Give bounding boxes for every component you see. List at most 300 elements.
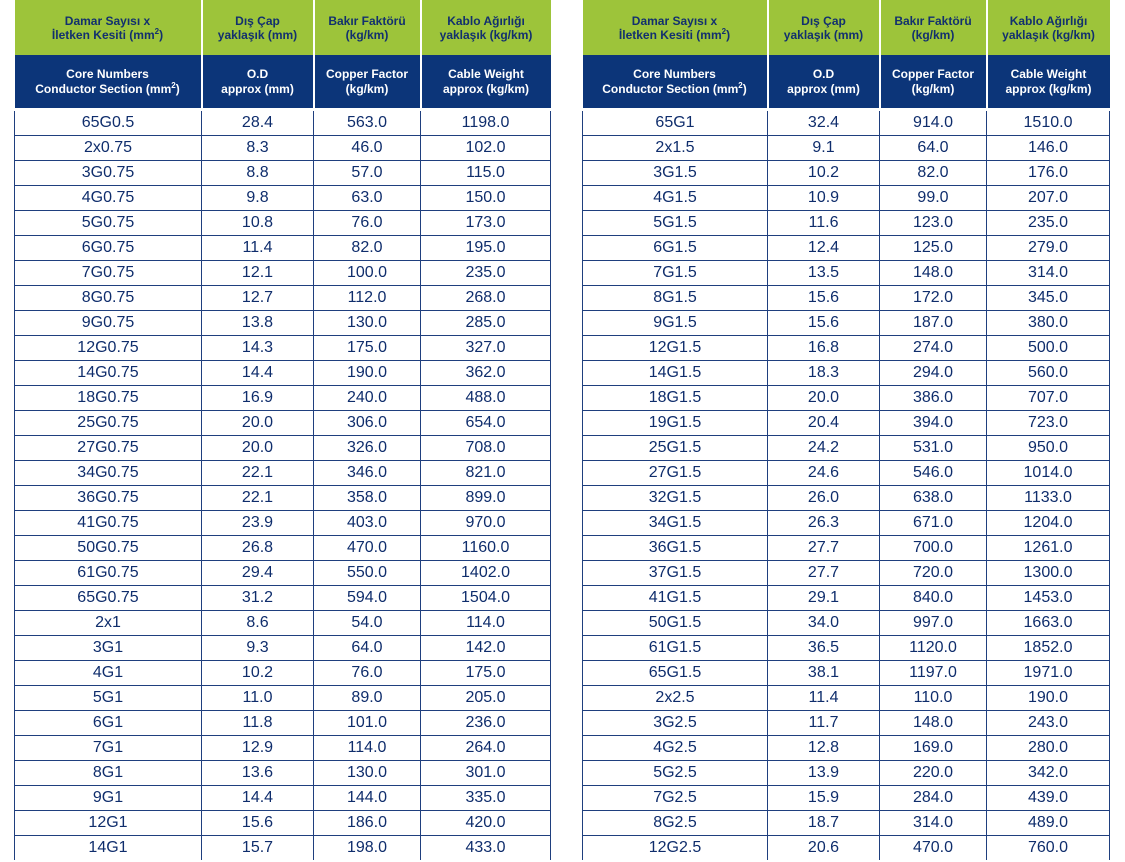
cell-od: 31.2 (202, 586, 314, 611)
cell-core-section: 9G0.75 (15, 311, 202, 336)
cell-cable-weight: 146.0 (987, 136, 1110, 161)
cell-cable-weight: 114.0 (421, 611, 551, 636)
cell-core-section: 3G0.75 (15, 161, 202, 186)
cell-core-section: 61G1.5 (583, 636, 768, 661)
cell-copper-factor: 274.0 (880, 336, 987, 361)
cell-cable-weight: 142.0 (421, 636, 551, 661)
cell-core-section: 3G1 (15, 636, 202, 661)
cell-core-section: 7G1 (15, 736, 202, 761)
table-row (15, 636, 551, 661)
table-row (583, 411, 1110, 436)
cell-core-section: 7G2.5 (583, 786, 768, 811)
cell-core-section: 5G1.5 (583, 211, 768, 236)
cell-od: 20.0 (202, 436, 314, 461)
cell-copper-factor: 563.0 (314, 110, 421, 136)
table-row (583, 161, 1110, 186)
table-row (583, 486, 1110, 511)
header-od-tr: Dış Çap yaklaşık (mm) (768, 0, 880, 55)
cell-cable-weight: 176.0 (987, 161, 1110, 186)
cell-cable-weight: 654.0 (421, 411, 551, 436)
table-row (15, 211, 551, 236)
cell-od: 10.8 (202, 211, 314, 236)
cell-od: 13.8 (202, 311, 314, 336)
cell-cable-weight: 1133.0 (987, 486, 1110, 511)
cell-cable-weight: 760.0 (987, 836, 1110, 861)
cell-cable-weight: 899.0 (421, 486, 551, 511)
table-row (583, 686, 1110, 711)
cell-core-section: 18G0.75 (15, 386, 202, 411)
cell-od: 9.1 (768, 136, 880, 161)
table-row (583, 561, 1110, 586)
cell-copper-factor: 144.0 (314, 786, 421, 811)
cell-copper-factor: 394.0 (880, 411, 987, 436)
cell-cable-weight: 950.0 (987, 436, 1110, 461)
cell-cable-weight: 301.0 (421, 761, 551, 786)
cell-copper-factor: 89.0 (314, 686, 421, 711)
header-row-turkish (15, 0, 551, 55)
header-weight-en: Cable Weight approx (kg/km) (987, 55, 1110, 110)
cell-copper-factor: 1120.0 (880, 636, 987, 661)
cable-table-left (14, 0, 551, 860)
cell-copper-factor: 470.0 (880, 836, 987, 861)
cell-cable-weight: 279.0 (987, 236, 1110, 261)
cell-od: 9.3 (202, 636, 314, 661)
table-row (583, 711, 1110, 736)
cell-core-section: 4G1.5 (583, 186, 768, 211)
header-row-english (15, 55, 551, 110)
cell-core-section: 2x1 (15, 611, 202, 636)
cell-core-section: 2x2.5 (583, 686, 768, 711)
cell-od: 22.1 (202, 486, 314, 511)
cell-core-section: 19G1.5 (583, 411, 768, 436)
cell-od: 27.7 (768, 561, 880, 586)
cell-core-section: 5G1 (15, 686, 202, 711)
cell-od: 12.7 (202, 286, 314, 311)
table-row (583, 361, 1110, 386)
table-row (583, 786, 1110, 811)
cell-core-section: 5G0.75 (15, 211, 202, 236)
table-row (15, 436, 551, 461)
cell-od: 16.9 (202, 386, 314, 411)
cell-cable-weight: 1300.0 (987, 561, 1110, 586)
table-row (583, 836, 1110, 861)
table-row (583, 736, 1110, 761)
cell-od: 8.8 (202, 161, 314, 186)
cell-od: 20.6 (768, 836, 880, 861)
cell-copper-factor: 284.0 (880, 786, 987, 811)
cell-od: 14.4 (202, 786, 314, 811)
table-row (583, 511, 1110, 536)
table-row (583, 586, 1110, 611)
cell-copper-factor: 82.0 (880, 161, 987, 186)
cell-cable-weight: 707.0 (987, 386, 1110, 411)
cell-core-section: 6G1 (15, 711, 202, 736)
table-row (583, 761, 1110, 786)
cell-od: 24.6 (768, 461, 880, 486)
cell-core-section: 65G1.5 (583, 661, 768, 686)
table-row (15, 361, 551, 386)
cell-copper-factor: 123.0 (880, 211, 987, 236)
cell-od: 13.9 (768, 761, 880, 786)
cell-copper-factor: 840.0 (880, 586, 987, 611)
header-copper-tr: Bakır Faktörü (kg/km) (314, 0, 421, 55)
table-row (583, 236, 1110, 261)
cell-copper-factor: 76.0 (314, 661, 421, 686)
cell-copper-factor: 54.0 (314, 611, 421, 636)
cell-od: 14.3 (202, 336, 314, 361)
table-row (15, 586, 551, 611)
cell-cable-weight: 335.0 (421, 786, 551, 811)
header-weight-en: Cable Weight approx (kg/km) (421, 55, 551, 110)
table-row (15, 836, 551, 861)
cell-core-section: 12G1.5 (583, 336, 768, 361)
cell-cable-weight: 102.0 (421, 136, 551, 161)
cell-cable-weight: 314.0 (987, 261, 1110, 286)
cell-core-section: 8G0.75 (15, 286, 202, 311)
table-row (15, 236, 551, 261)
cell-core-section: 4G0.75 (15, 186, 202, 211)
cell-core-section: 14G1 (15, 836, 202, 861)
cell-cable-weight: 1663.0 (987, 611, 1110, 636)
cell-copper-factor: 130.0 (314, 311, 421, 336)
cell-cable-weight: 173.0 (421, 211, 551, 236)
cell-copper-factor: 64.0 (880, 136, 987, 161)
cell-cable-weight: 285.0 (421, 311, 551, 336)
cell-core-section: 25G1.5 (583, 436, 768, 461)
cell-cable-weight: 489.0 (987, 811, 1110, 836)
cell-od: 13.5 (768, 261, 880, 286)
table-row (15, 686, 551, 711)
cell-cable-weight: 205.0 (421, 686, 551, 711)
cell-core-section: 41G1.5 (583, 586, 768, 611)
cell-od: 15.9 (768, 786, 880, 811)
cell-od: 10.2 (202, 661, 314, 686)
cell-copper-factor: 110.0 (880, 686, 987, 711)
cell-core-section: 8G1 (15, 761, 202, 786)
table-row (583, 286, 1110, 311)
cell-od: 10.9 (768, 186, 880, 211)
cell-copper-factor: 63.0 (314, 186, 421, 211)
cell-core-section: 61G0.75 (15, 561, 202, 586)
cell-copper-factor: 550.0 (314, 561, 421, 586)
cell-cable-weight: 1504.0 (421, 586, 551, 611)
cell-core-section: 50G1.5 (583, 611, 768, 636)
cell-cable-weight: 1014.0 (987, 461, 1110, 486)
cell-od: 27.7 (768, 536, 880, 561)
cell-cable-weight: 264.0 (421, 736, 551, 761)
cell-cable-weight: 327.0 (421, 336, 551, 361)
cell-copper-factor: 386.0 (880, 386, 987, 411)
cell-od: 18.3 (768, 361, 880, 386)
cell-od: 11.6 (768, 211, 880, 236)
cell-core-section: 3G2.5 (583, 711, 768, 736)
cell-core-section: 34G0.75 (15, 461, 202, 486)
cell-copper-factor: 326.0 (314, 436, 421, 461)
header-row-english (583, 55, 1110, 110)
cell-od: 26.8 (202, 536, 314, 561)
table-row (583, 110, 1110, 136)
cell-cable-weight: 236.0 (421, 711, 551, 736)
cell-copper-factor: 720.0 (880, 561, 987, 586)
table-row (15, 761, 551, 786)
table-row (583, 661, 1110, 686)
cell-od: 22.1 (202, 461, 314, 486)
cell-copper-factor: 914.0 (880, 110, 987, 136)
cell-od: 14.4 (202, 361, 314, 386)
cell-copper-factor: 186.0 (314, 811, 421, 836)
cell-od: 11.7 (768, 711, 880, 736)
table-row (583, 436, 1110, 461)
table-row (583, 336, 1110, 361)
cell-od: 24.2 (768, 436, 880, 461)
cell-od: 36.5 (768, 636, 880, 661)
cell-copper-factor: 175.0 (314, 336, 421, 361)
cell-od: 34.0 (768, 611, 880, 636)
cell-core-section: 9G1 (15, 786, 202, 811)
cell-copper-factor: 100.0 (314, 261, 421, 286)
cell-core-section: 9G1.5 (583, 311, 768, 336)
cell-cable-weight: 420.0 (421, 811, 551, 836)
cell-copper-factor: 470.0 (314, 536, 421, 561)
table-row (15, 186, 551, 211)
cell-copper-factor: 638.0 (880, 486, 987, 511)
cell-core-section: 41G0.75 (15, 511, 202, 536)
table-row (15, 461, 551, 486)
cell-od: 26.0 (768, 486, 880, 511)
cell-core-section: 8G2.5 (583, 811, 768, 836)
cell-core-section: 18G1.5 (583, 386, 768, 411)
table-row (15, 736, 551, 761)
cell-core-section: 2x1.5 (583, 136, 768, 161)
table-row (15, 661, 551, 686)
table-row (15, 511, 551, 536)
table-row (15, 261, 551, 286)
cell-cable-weight: 488.0 (421, 386, 551, 411)
table-row (583, 811, 1110, 836)
cell-cable-weight: 150.0 (421, 186, 551, 211)
cell-cable-weight: 207.0 (987, 186, 1110, 211)
cell-cable-weight: 500.0 (987, 336, 1110, 361)
cell-cable-weight: 190.0 (987, 686, 1110, 711)
cell-od: 16.8 (768, 336, 880, 361)
cell-cable-weight: 380.0 (987, 311, 1110, 336)
cell-od: 29.4 (202, 561, 314, 586)
cell-cable-weight: 235.0 (987, 211, 1110, 236)
cell-od: 15.6 (202, 811, 314, 836)
table-row (15, 411, 551, 436)
cell-cable-weight: 235.0 (421, 261, 551, 286)
cell-od: 12.9 (202, 736, 314, 761)
cell-cable-weight: 1852.0 (987, 636, 1110, 661)
cell-core-section: 27G1.5 (583, 461, 768, 486)
header-od-en: O.D approx (mm) (768, 55, 880, 110)
cell-copper-factor: 125.0 (880, 236, 987, 261)
table-row (583, 186, 1110, 211)
cell-od: 32.4 (768, 110, 880, 136)
cell-od: 26.3 (768, 511, 880, 536)
table-row (583, 611, 1110, 636)
cell-core-section: 8G1.5 (583, 286, 768, 311)
cell-cable-weight: 195.0 (421, 236, 551, 261)
table-row (583, 136, 1110, 161)
cell-copper-factor: 148.0 (880, 261, 987, 286)
cell-cable-weight: 1971.0 (987, 661, 1110, 686)
cell-copper-factor: 76.0 (314, 211, 421, 236)
cell-copper-factor: 148.0 (880, 711, 987, 736)
cell-core-section: 37G1.5 (583, 561, 768, 586)
table-row (583, 311, 1110, 336)
table-row (15, 161, 551, 186)
cell-cable-weight: 821.0 (421, 461, 551, 486)
header-weight-tr: Kablo Ağırlığı yaklaşık (kg/km) (987, 0, 1110, 55)
cell-cable-weight: 708.0 (421, 436, 551, 461)
table-row (15, 786, 551, 811)
table-row (15, 386, 551, 411)
cell-od: 38.1 (768, 661, 880, 686)
cell-od: 11.8 (202, 711, 314, 736)
cell-od: 20.4 (768, 411, 880, 436)
cell-core-section: 50G0.75 (15, 536, 202, 561)
cell-copper-factor: 169.0 (880, 736, 987, 761)
table-row (15, 711, 551, 736)
table-row (583, 636, 1110, 661)
cell-core-section: 6G1.5 (583, 236, 768, 261)
cell-od: 11.4 (202, 236, 314, 261)
table-row (583, 536, 1110, 561)
cell-od: 15.7 (202, 836, 314, 861)
table-row (583, 211, 1110, 236)
cell-copper-factor: 198.0 (314, 836, 421, 861)
cell-core-section: 3G1.5 (583, 161, 768, 186)
cell-core-section: 6G0.75 (15, 236, 202, 261)
cell-od: 20.0 (202, 411, 314, 436)
cell-core-section: 14G0.75 (15, 361, 202, 386)
cell-cable-weight: 1160.0 (421, 536, 551, 561)
header-row-turkish (583, 0, 1110, 55)
table-row (583, 386, 1110, 411)
cell-core-section: 4G2.5 (583, 736, 768, 761)
cell-core-section: 36G1.5 (583, 536, 768, 561)
cell-core-section: 12G1 (15, 811, 202, 836)
table-row (15, 311, 551, 336)
cell-cable-weight: 1198.0 (421, 110, 551, 136)
cell-copper-factor: 190.0 (314, 361, 421, 386)
cell-od: 12.8 (768, 736, 880, 761)
cell-core-section: 36G0.75 (15, 486, 202, 511)
header-cores-en: Core Numbers Conductor Section $(mm^2)$ (583, 55, 768, 110)
cell-core-section: 65G0.5 (15, 110, 202, 136)
cell-core-section: 12G0.75 (15, 336, 202, 361)
cell-copper-factor: 220.0 (880, 761, 987, 786)
cell-od: 12.1 (202, 261, 314, 286)
cell-cable-weight: 1402.0 (421, 561, 551, 586)
cell-core-section: 32G1.5 (583, 486, 768, 511)
cell-cable-weight: 439.0 (987, 786, 1110, 811)
cell-cable-weight: 362.0 (421, 361, 551, 386)
cell-od: 12.4 (768, 236, 880, 261)
cell-core-section: 34G1.5 (583, 511, 768, 536)
cell-copper-factor: 671.0 (880, 511, 987, 536)
cell-copper-factor: 64.0 (314, 636, 421, 661)
cell-core-section: 7G0.75 (15, 261, 202, 286)
cell-copper-factor: 82.0 (314, 236, 421, 261)
header-copper-tr: Bakır Faktörü (kg/km) (880, 0, 987, 55)
cell-core-section: 27G0.75 (15, 436, 202, 461)
cell-cable-weight: 433.0 (421, 836, 551, 861)
cell-copper-factor: 531.0 (880, 436, 987, 461)
cell-od: 11.4 (768, 686, 880, 711)
cell-copper-factor: 240.0 (314, 386, 421, 411)
cell-cable-weight: 1261.0 (987, 536, 1110, 561)
header-copper-en: Copper Factor (kg/km) (880, 55, 987, 110)
cell-core-section: 65G0.75 (15, 586, 202, 611)
table-row (15, 336, 551, 361)
cell-copper-factor: 1197.0 (880, 661, 987, 686)
header-copper-en: Copper Factor (kg/km) (314, 55, 421, 110)
cell-cable-weight: 1453.0 (987, 586, 1110, 611)
cell-cable-weight: 268.0 (421, 286, 551, 311)
cell-core-section: 5G2.5 (583, 761, 768, 786)
cell-od: 8.3 (202, 136, 314, 161)
header-cores-tr: Damar Sayısı x İletken Kesiti $(mm^2)$ (15, 0, 202, 55)
cell-core-section: 65G1 (583, 110, 768, 136)
cell-core-section: 7G1.5 (583, 261, 768, 286)
table-row (15, 286, 551, 311)
cell-od: 11.0 (202, 686, 314, 711)
header-od-en: O.D approx (mm) (202, 55, 314, 110)
cell-od: 18.7 (768, 811, 880, 836)
cell-copper-factor: 546.0 (880, 461, 987, 486)
cell-cable-weight: 280.0 (987, 736, 1110, 761)
cell-core-section: 25G0.75 (15, 411, 202, 436)
cell-copper-factor: 700.0 (880, 536, 987, 561)
cell-od: 9.8 (202, 186, 314, 211)
cell-od: 20.0 (768, 386, 880, 411)
cell-cable-weight: 345.0 (987, 286, 1110, 311)
cell-cable-weight: 115.0 (421, 161, 551, 186)
cell-copper-factor: 57.0 (314, 161, 421, 186)
table-row (583, 461, 1110, 486)
cell-od: 8.6 (202, 611, 314, 636)
cell-core-section: 14G1.5 (583, 361, 768, 386)
table-row (15, 486, 551, 511)
cell-copper-factor: 130.0 (314, 761, 421, 786)
cell-copper-factor: 114.0 (314, 736, 421, 761)
table-row (15, 110, 551, 136)
cell-od: 15.6 (768, 311, 880, 336)
cell-cable-weight: 1510.0 (987, 110, 1110, 136)
cell-od: 10.2 (768, 161, 880, 186)
cell-cable-weight: 342.0 (987, 761, 1110, 786)
cell-copper-factor: 403.0 (314, 511, 421, 536)
table-row (15, 136, 551, 161)
cable-table-right (582, 0, 1110, 860)
cell-cable-weight: 175.0 (421, 661, 551, 686)
cell-core-section: 12G2.5 (583, 836, 768, 861)
cell-copper-factor: 294.0 (880, 361, 987, 386)
cell-copper-factor: 112.0 (314, 286, 421, 311)
cell-od: 28.4 (202, 110, 314, 136)
cell-core-section: 2x0.75 (15, 136, 202, 161)
header-cores-tr: Damar Sayısı x İletken Kesiti $(mm^2)$ (583, 0, 768, 55)
cell-copper-factor: 594.0 (314, 586, 421, 611)
cell-cable-weight: 560.0 (987, 361, 1110, 386)
cell-copper-factor: 101.0 (314, 711, 421, 736)
table-row (15, 536, 551, 561)
cell-cable-weight: 970.0 (421, 511, 551, 536)
cell-od: 15.6 (768, 286, 880, 311)
cell-copper-factor: 346.0 (314, 461, 421, 486)
